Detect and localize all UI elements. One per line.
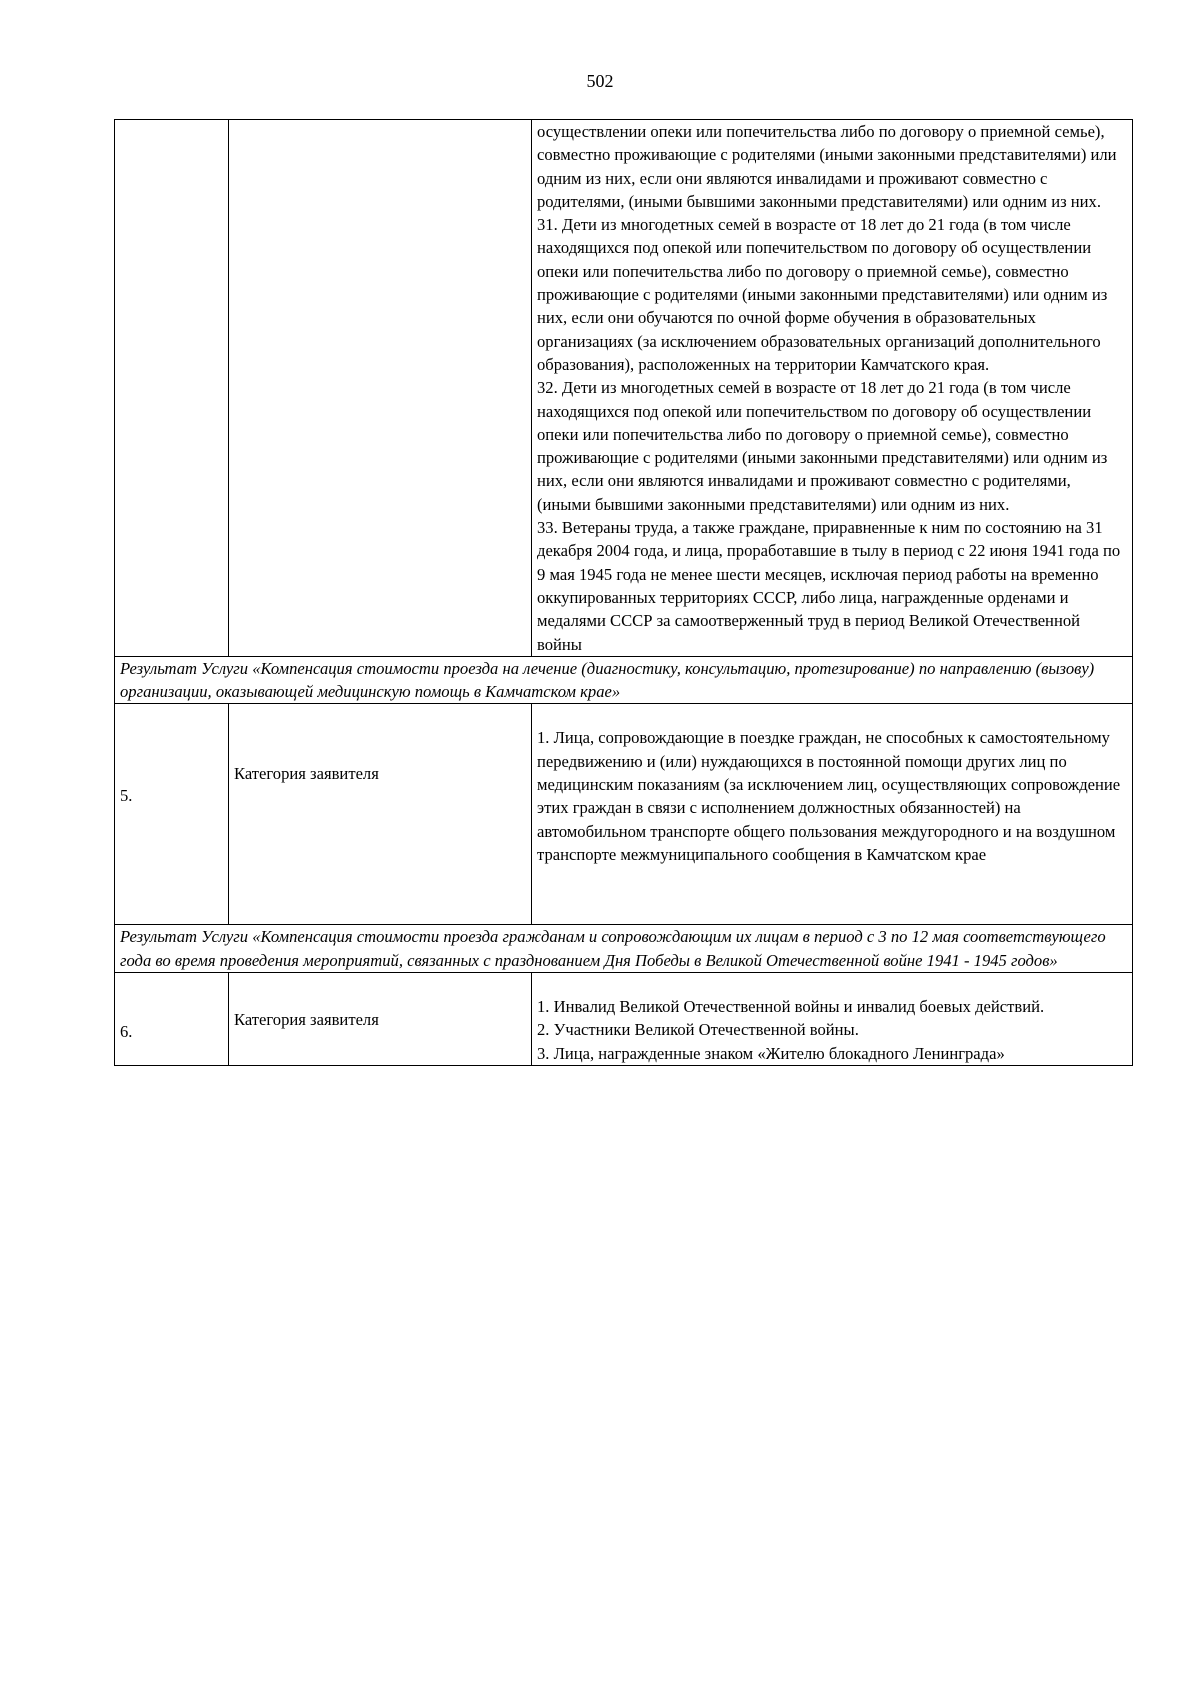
table-row-continuation	[115, 120, 1133, 657]
table-row	[115, 704, 1133, 925]
result-title: Результат Услуги «Компенсация стоимости проезда на лечение (диагностику, консультацию, протезирование) по направлению (вызову) организации, оказывающей медицинскую помощь в Камчатском крае»	[115, 656, 1133, 704]
category-table	[114, 119, 1133, 1066]
category-cell-empty	[229, 120, 532, 657]
row-number: 6.	[115, 973, 229, 1066]
list-item: осуществлении опеки или попечительства либо по договору о приемной семье), совместно проживающие с родителями (иными законными представителями) или одним из них, если они являются инвалидами и проживают совместно с родителями, (иными бывшими законными представителями) или одним из них.	[537, 122, 1117, 211]
page-number: 502	[586, 71, 614, 91]
section-header-row	[115, 925, 1133, 973]
applicant-list-cell	[532, 704, 1133, 925]
list-item: 1. Лица, сопровождающие в поездке граждан, не способных к самостоятельному передвижению и (или) нуждающихся в постоянной помощи других лиц по медицинским показаниям (за исключением лиц, осуществляющих сопровождение этих граждан в связи с исполнением должностных обязанностей) на автомобильном транспорте общего пользования междугородного и на воздушном транспорте межмуниципального сообщения в Камчатском крае	[537, 728, 1121, 864]
row-number: 5.	[115, 704, 229, 925]
category-label: Категория заявителя	[229, 973, 532, 1066]
list-item: 2. Участники Великой Отечественной войны.	[537, 1020, 859, 1040]
list-item: 32. Дети из многодетных семей в возрасте от 18 лет до 21 года (в том числе находящихся под опекой или попечительством по договору об осуществлении опеки или попечительства либо по договору о приемной семье), совместно проживающие с родителями (иными законными представителями) или одним из них, если они являются инвалидами и проживают совместно с родителями, (иными бывшими законными представителями) или одним из них.	[537, 378, 1108, 514]
category-label: Категория заявителя	[229, 704, 532, 925]
applicant-list-cell	[532, 973, 1133, 1066]
table-row	[115, 973, 1133, 1066]
section-header-row	[115, 656, 1133, 704]
list-item: 31. Дети из многодетных семей в возрасте от 18 лет до 21 года (в том числе находящихся под опекой или попечительством по договору об осуществлении опеки или попечительства либо по договору о приемной семье), совместно проживающие с родителями (иными законными представителями) или одним из них, если они обучаются по очной форме обучения в образовательных организациях (за исключением образовательных организаций дополнительного образования), расположенных на территории Камчатского края.	[537, 215, 1108, 374]
list-item: 3. Лица, награжденные знаком «Жителю блокадного Ленинграда»	[537, 1043, 1005, 1063]
list-item: 1. Инвалид Великой Отечественной войны и инвалид боевых действий.	[537, 997, 1045, 1017]
applicant-list-cell	[532, 120, 1133, 657]
result-title: Результат Услуги «Компенсация стоимости проезда гражданам и сопровождающим их лицам в период с 3 по 12 мая соответствующего года во время проведения мероприятий, связанных с празднованием Дня Победы в Великой Отечественной войне 1941 - 1945 годов»	[115, 925, 1133, 973]
list-item: 33. Ветераны труда, а также граждане, приравненные к ним по состоянию на 31 декабря 2004 года, и лица, проработавшие в тылу в период с 22 июня 1941 года по 9 мая 1945 года не менее шести месяцев, исключая период работы на временно оккупированных территориях СССР, либо лица, награжденные орденами и медалями СССР за самоотверженный труд в период Великой Отечественной войны	[537, 518, 1121, 654]
row-number-cell-empty	[115, 120, 229, 657]
